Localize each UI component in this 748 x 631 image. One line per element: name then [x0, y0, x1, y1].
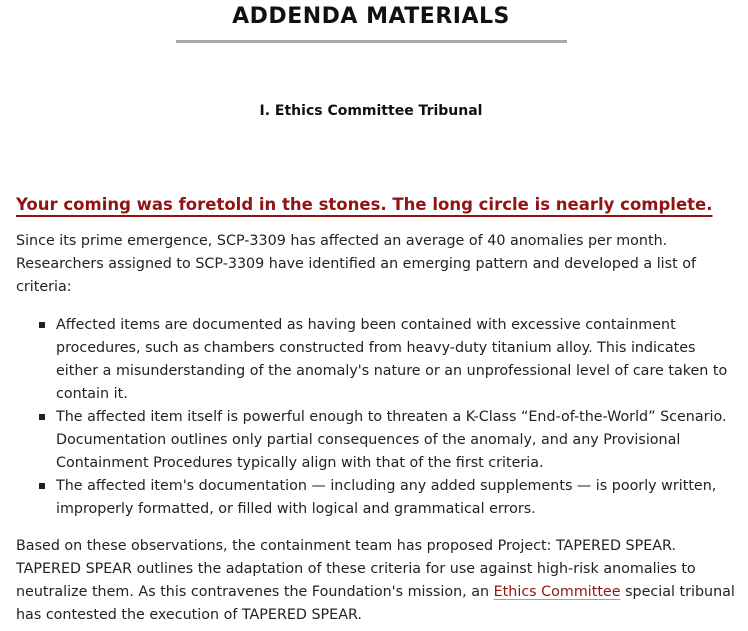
title-divider — [176, 40, 567, 43]
intro-paragraph: Since its prime emergence, SCP-3309 has affected an average of 40 anomalies per month. Researchers assigned to SCP-3309 have identified an emerging pattern and developed a list of criteria: — [16, 233, 697, 295]
square-bullet-icon — [39, 414, 45, 420]
closing-text-start: Based on these observations, the containment team has proposed Project: TAPERED SPEAR. TAPERED SPEAR outlines the adaptation of these criteria for use against high-risk anomalies to neutralize them. As this contravenes the Foundation's mission, an — [16, 538, 696, 600]
square-bullet-icon — [39, 322, 45, 328]
closing-text-end: special tribunal has contested the execution of TAPERED SPEAR. — [16, 584, 735, 623]
closing-paragraph — [16, 535, 738, 627]
list-item — [0, 314, 742, 406]
quote-heading: Your coming was foretold in the stones. The long circle is nearly complete. — [16, 195, 713, 214]
criteria-list — [0, 314, 742, 521]
square-bullet-icon — [39, 483, 45, 489]
page-title: ADDENDA MATERIALS — [232, 4, 510, 29]
list-item — [0, 475, 742, 521]
criteria-text: The affected item's documentation — including any added supplements — is poorly written, improperly formatted, or filled with logical and grammatical errors. — [56, 478, 717, 517]
criteria-text: The affected item itself is powerful enough to threaten a K-Class “End-of-the-World” Scenario. Documentation outlines only partial consequences of the anomaly, and any Provisional Containment Procedures typically align with that of the first criteria. — [56, 409, 727, 471]
ethics-committee-link[interactable]: Ethics Committee — [493, 584, 621, 600]
section-heading: I. Ethics Committee Tribunal — [259, 103, 483, 119]
criteria-text: Affected items are documented as having been contained with excessive containment procedures, such as chambers constructed from heavy-duty titanium alloy. This indicates either a misunderstanding of the anomaly's nature or an unprofessional level of care taken to contain it. — [56, 317, 728, 402]
list-item — [0, 406, 742, 475]
